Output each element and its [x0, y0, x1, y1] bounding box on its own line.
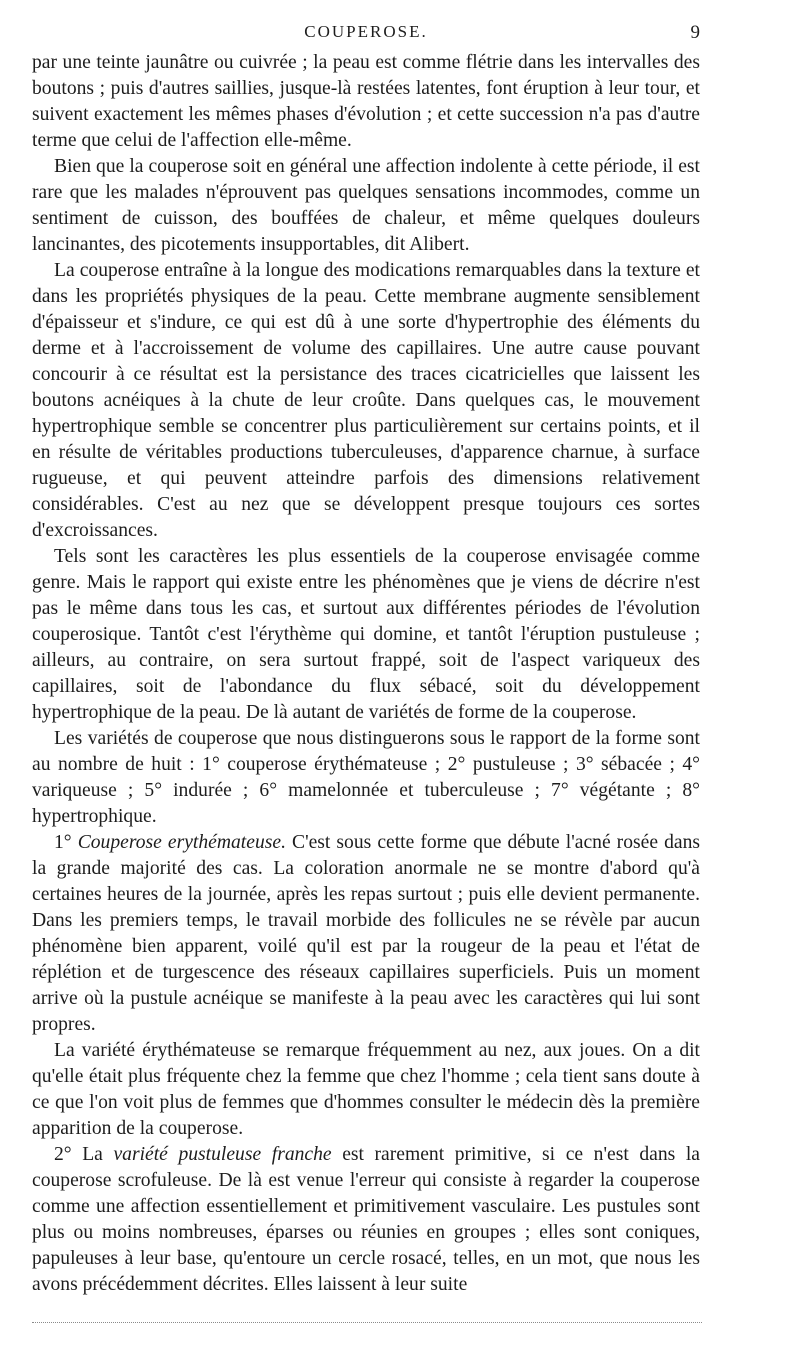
text-run: par une teinte jaunâtre ou cuivrée ; la peau est comme flétrie dans les intervalles des boutons ; puis d'autres saillies, jusque-là restées latentes, font éruption à leur tour, et suivent exactement les mêmes phases d'évolution ; et cette succession n'a pas d'autre terme que celui de l'affection elle-même.: [32, 52, 700, 151]
paragraph: [32, 830, 700, 1038]
italic-heading: variété pustuleuse franche: [113, 1144, 332, 1165]
running-title: COUPEROSE.: [304, 22, 428, 41]
text-run: Tels sont les caractères les plus essentiels de la couperose envisagée comme genre. Mais le rapport qui existe entre les phénomènes que je viens de décrire n'est pas le même dans tous les cas, et surtout aux différentes périodes de l'évolution couperosique. Tantôt c'est l'érythème qui domine, et tantôt l'éruption pustuleuse ; ailleurs, au contraire, on sera surtout frappé, soit de l'aspect variqueux des capillaires, soit de l'abondance du flux sébacé, soit du développement hypertrophique de la peau. De là autant de variétés de forme de la couperose.: [32, 546, 700, 723]
paragraph: [32, 1142, 700, 1298]
text-run: Les variétés de couperose que nous distinguerons sous le rapport de la forme sont au nombre de huit : 1° couperose érythémateuse ; 2° pustuleuse ; 3° sébacée ; 4° variqueuse ; 5° indurée ; 6° mamelonnée et tuberculeuse ; 7° végétante ; 8° hypertrophique.: [32, 728, 700, 827]
paragraph: [32, 258, 700, 544]
running-header: [32, 22, 700, 50]
text-run: 1°: [54, 832, 78, 853]
paragraph: [32, 544, 700, 726]
paragraph: [32, 726, 700, 830]
text-run: C'est sous cette forme que débute l'acné rosée dans la grande majorité des cas. La coloration anormale ne se montre d'abord qu'à certaines heures de la journée, après les repas surtout ; puis elle devient permanente. Dans les premiers temps, le travail morbide des follicules ne se révèle par aucun phénomène bien apparent, voilé qu'il est par la rougeur de la peau et l'état de réplétion et de turgescence des réseaux capillaires superficiels. Puis un moment arrive où la pustule acnéique se manifeste à la peau avec les caractères qui lui sont propres.: [32, 832, 700, 1035]
text-run: 2° La: [54, 1144, 114, 1165]
text-run: La variété érythémateuse se remarque fréquemment au nez, aux joues. On a dit qu'elle était plus fréquente chez la femme que chez l'homme ; cela tient sans doute à ce que l'on voit plus de femmes que d'hommes consulter le médecin dès la première apparition de la couperose.: [32, 1040, 700, 1139]
page-number: 9: [690, 22, 700, 43]
paragraph: [32, 1038, 700, 1142]
text-run: Bien que la couperose soit en général une affection indolente à cette période, il est rare que les malades n'éprouvent pas quelques sensations incommodes, comme un sentiment de cuisson, des bouffées de chaleur, et même quelques douleurs lancinantes, des picotements insupportables, dit Alibert.: [32, 156, 700, 255]
body-text: [32, 50, 700, 1298]
footer-dotted-rule: [32, 1322, 702, 1323]
book-page: [32, 22, 700, 1298]
paragraph: [32, 154, 700, 258]
italic-heading: Couperose erythémateuse.: [77, 832, 286, 853]
paragraph: [32, 50, 700, 154]
text-run: est rarement primitive, si ce n'est dans la couperose scrofuleuse. De là est venue l'erreur qui consiste à regarder la couperose comme une affection essentiellement et primitivement vasculaire. Les pustules sont plus ou moins nombreuses, éparses ou réunies en groupes ; elles sont coniques, papuleuses à leur base, qu'entoure un cercle rosacé, telles, en un mot, que nous les avons précédemment décrites. Elles laissent à leur suite: [32, 1144, 700, 1295]
text-run: La couperose entraîne à la longue des modications remarquables dans la texture et dans les propriétés physiques de la peau. Cette membrane augmente sensiblement d'épaisseur et s'indure, ce qui est dû à une sorte d'hypertrophie des éléments du derme et à l'accroissement de volume des capillaires. Une autre cause pouvant concourir à ce résultat est la persistance des traces cicatricielles que laissent les boutons acnéiques à la chute de leur croûte. Dans quelques cas, le mouvement hypertrophique semble se concentrer plus particulièrement sur certains points, et il en résulte de véritables productions tuberculeuses, d'apparence charnue, à surface rugueuse, et qui peuvent atteindre parfois des dimensions relativement considérables. C'est au nez que se développent presque toujours ces sortes d'excroissances.: [32, 260, 700, 541]
